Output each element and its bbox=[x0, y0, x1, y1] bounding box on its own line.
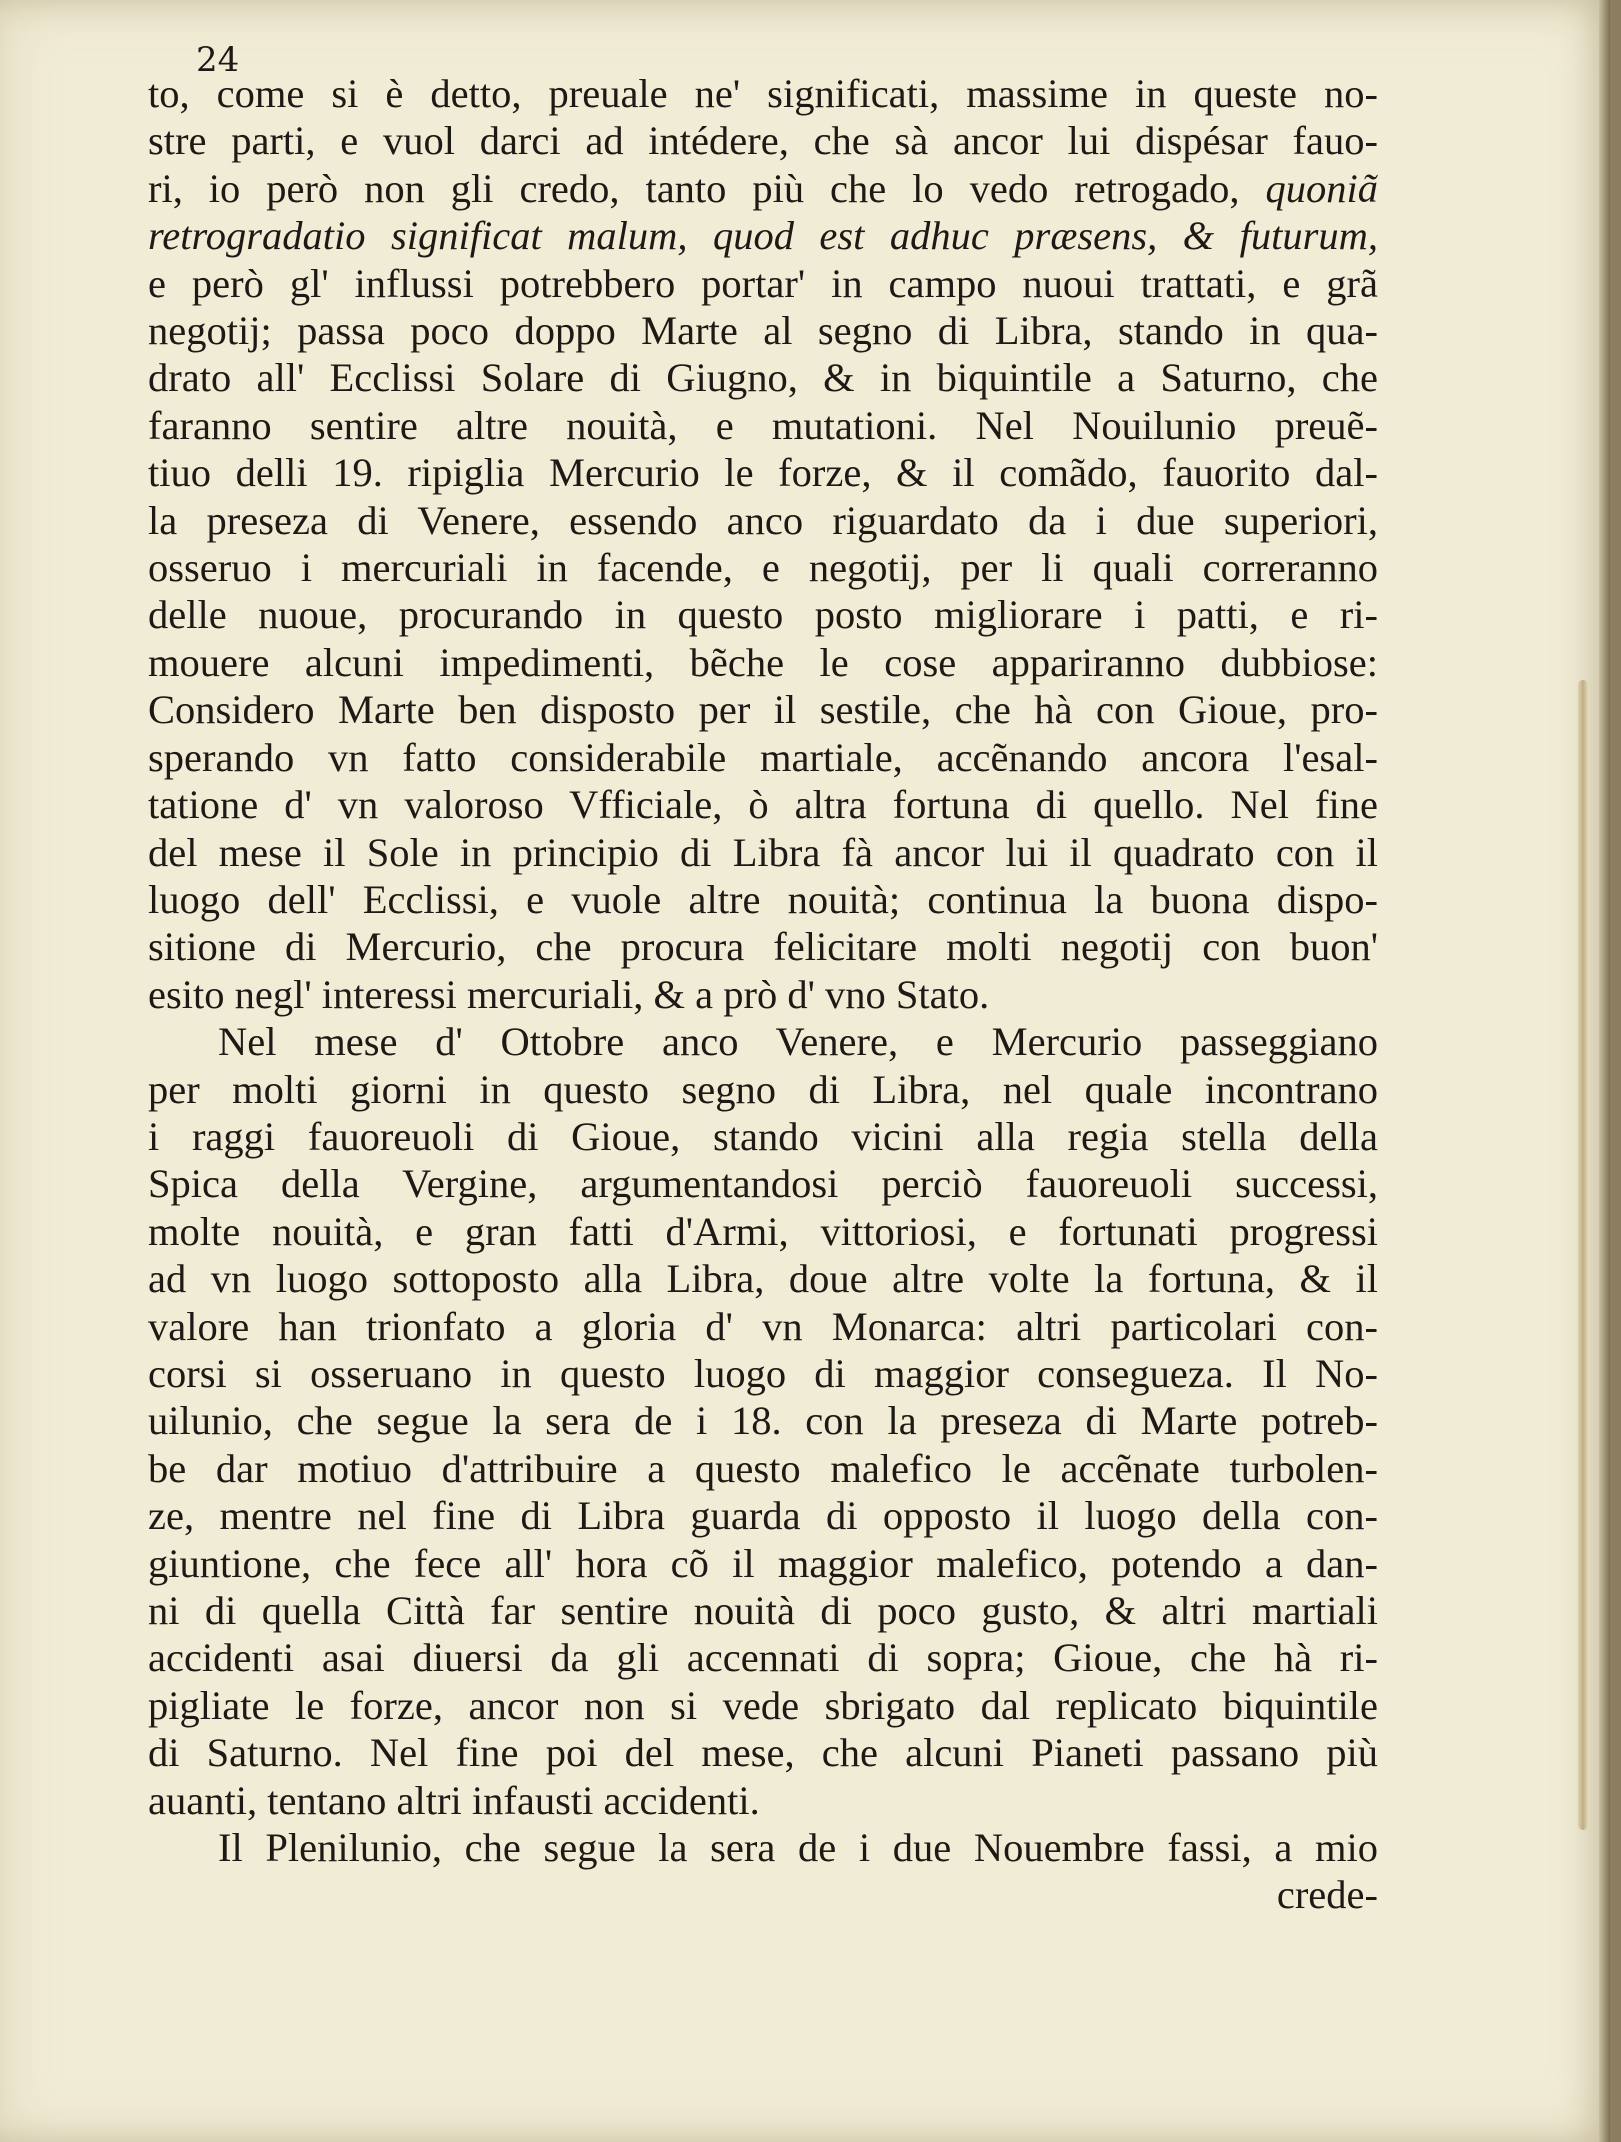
text-line bbox=[148, 1445, 1378, 1492]
text-line-roman: e però gl' influssi potrebbero portar' in campo nuoui trattati, e grã bbox=[148, 260, 1378, 306]
text-line-roman: be dar motiuo d'attribuire a questo malefico le accẽnate turbolen- bbox=[148, 1445, 1378, 1491]
text-line bbox=[148, 1303, 1378, 1350]
text-line bbox=[148, 686, 1378, 733]
text-line-roman: osseruo i mercuriali in facende, e negotij, per li quali correranno bbox=[148, 545, 1378, 591]
text-line-roman: Spica della Vergine, argumentandosi perciò fauoreuoli successi, bbox=[148, 1161, 1378, 1207]
text-line bbox=[148, 1208, 1378, 1255]
text-line-roman: tiuo delli 19. ripiglia Mercurio le forze, & il comãdo, fauorito dal- bbox=[148, 450, 1378, 496]
text-line bbox=[148, 544, 1378, 591]
text-line bbox=[148, 1682, 1378, 1729]
text-line-roman: auanti, tentano altri infausti accidenti. bbox=[148, 1777, 760, 1823]
text-line bbox=[148, 1729, 1378, 1776]
text-line bbox=[148, 402, 1378, 449]
text-line bbox=[148, 971, 1378, 1018]
text-line-roman: del mese il Sole in principio di Libra fà ancor lui il quadrato con il bbox=[148, 829, 1378, 875]
text-line bbox=[148, 1634, 1378, 1681]
text-line-roman: uilunio, che segue la sera de i 18. con la preseza di Marte potreb- bbox=[148, 1398, 1378, 1444]
body-text bbox=[148, 70, 1378, 1919]
text-line-roman: accidenti asai diuersi da gli accennati di sopra; Gioue, che hà ri- bbox=[148, 1635, 1378, 1681]
text-line-roman: mouere alcuni impedimenti, bẽche le cose appariranno dubbiose: bbox=[148, 639, 1378, 685]
text-line-roman: Il Plenilunio, che segue la sera de i due Nouembre fassi, a mio bbox=[218, 1825, 1378, 1871]
text-line bbox=[148, 354, 1378, 401]
text-line-roman: faranno sentire altre nouità, e mutationi. Nel Nouilunio preuẽ- bbox=[148, 402, 1378, 448]
text-line bbox=[148, 829, 1378, 876]
text-line-roman: giuntione, che fece all' hora cõ il maggior malefico, potendo a dan- bbox=[148, 1540, 1378, 1586]
text-line-roman: molte nouità, e gran fatti d'Armi, vittoriosi, e fortunati progressi bbox=[148, 1208, 1378, 1254]
text-line-roman: delle nuoue, procurando in questo posto migliorare i patti, e ri- bbox=[148, 592, 1378, 638]
text-line bbox=[148, 876, 1378, 923]
page-edge bbox=[1599, 0, 1610, 2142]
text-line bbox=[148, 1066, 1378, 1113]
text-line-roman: ni di quella Città far sentire nouità di poco gusto, & altri martiali bbox=[148, 1588, 1378, 1633]
text-line bbox=[148, 781, 1378, 828]
text-line bbox=[148, 307, 1378, 354]
text-line-roman: i raggi fauoreuoli di Gioue, stando vicini alla regia stella della bbox=[148, 1113, 1378, 1159]
text-line-roman: ze, mentre nel fine di Libra guarda di opposto il luogo della con- bbox=[148, 1493, 1378, 1539]
text-line bbox=[148, 1871, 1378, 1918]
text-line-italic: retrogradatio significat malum, quod est adhuc præsens, & futurum, bbox=[148, 213, 1378, 259]
text-line-roman: drato all' Ecclissi Solare di Giugno, & in biquintile a Saturno, che bbox=[148, 355, 1378, 401]
page-number: 24 bbox=[196, 40, 240, 80]
text-line-roman: di Saturno. Nel fine poi del mese, che alcuni Pianeti passano più bbox=[148, 1730, 1378, 1776]
text-line bbox=[148, 497, 1378, 544]
text-line-roman: esito negl' interessi mercuriali, & a prò d' vno Stato. bbox=[148, 971, 990, 1017]
text-line-roman: ri, io però non gli credo, tanto più che lo vedo retrogado, bbox=[148, 165, 1266, 211]
text-line-roman: corsi si osseruano in questo luogo di maggior consegueza. Il No- bbox=[148, 1350, 1378, 1396]
text-line bbox=[148, 449, 1378, 496]
text-line bbox=[148, 260, 1378, 307]
text-line bbox=[148, 1587, 1378, 1634]
text-line-roman: crede- bbox=[1276, 1872, 1378, 1918]
text-line bbox=[148, 1777, 1378, 1824]
text-line bbox=[148, 1824, 1378, 1871]
text-line bbox=[148, 1540, 1378, 1587]
text-line bbox=[148, 1160, 1378, 1207]
text-line bbox=[148, 165, 1378, 212]
text-line-roman: stre parti, e vuol darci ad intédere, che sà ancor lui dispésar fauo- bbox=[148, 118, 1378, 164]
text-line bbox=[148, 1113, 1378, 1160]
text-line bbox=[148, 1018, 1378, 1065]
text-line-roman: per molti giorni in questo segno di Libra, nel quale incontrano bbox=[148, 1066, 1378, 1112]
text-line-roman: sperando vn fatto considerabile martiale, accẽnando ancora l'esal- bbox=[148, 734, 1378, 780]
text-line bbox=[148, 70, 1378, 117]
text-line bbox=[148, 734, 1378, 781]
text-line bbox=[148, 1350, 1378, 1397]
text-line bbox=[148, 1397, 1378, 1444]
text-line-roman: la preseza di Venere, essendo anco riguardato da i due superiori, bbox=[148, 497, 1378, 543]
text-line bbox=[148, 639, 1378, 686]
text-line bbox=[148, 117, 1378, 164]
text-line-italic: quoniã bbox=[1265, 165, 1378, 211]
text-line-roman: valore han trionfato a gloria d' vn Monarca: altri particolari con- bbox=[148, 1303, 1378, 1349]
text-line-roman: pigliate le forze, ancor non si vede sbrigato dal replicato biquintile bbox=[148, 1682, 1378, 1728]
text-line-roman: Nel mese d' Ottobre anco Venere, e Mercurio passeggiano bbox=[218, 1019, 1378, 1065]
text-line bbox=[148, 212, 1378, 259]
text-line-roman: negotij; passa poco doppo Marte al segno di Libra, stando in qua- bbox=[148, 308, 1378, 354]
binding-thread bbox=[1578, 680, 1588, 1830]
text-line-roman: to, come si è detto, preuale ne' significati, massime in queste no- bbox=[148, 71, 1378, 116]
text-line-roman: tatione d' vn valoroso Vfficiale, ò altra fortuna di quello. Nel fine bbox=[148, 782, 1378, 828]
text-line-roman: luogo dell' Ecclissi, e vuole altre nouità; continua la buona dispo- bbox=[148, 876, 1378, 922]
text-line bbox=[148, 923, 1378, 970]
text-line bbox=[148, 1255, 1378, 1302]
text-line bbox=[148, 591, 1378, 638]
text-line-roman: Considero Marte ben disposto per il sestile, che hà con Gioue, pro- bbox=[148, 687, 1378, 733]
text-line-roman: ad vn luogo sottoposto alla Libra, doue altre volte la fortuna, & il bbox=[148, 1256, 1378, 1302]
text-line bbox=[148, 1492, 1378, 1539]
text-line-roman: sitione di Mercurio, che procura felicitare molti negotij con buon' bbox=[148, 924, 1378, 970]
